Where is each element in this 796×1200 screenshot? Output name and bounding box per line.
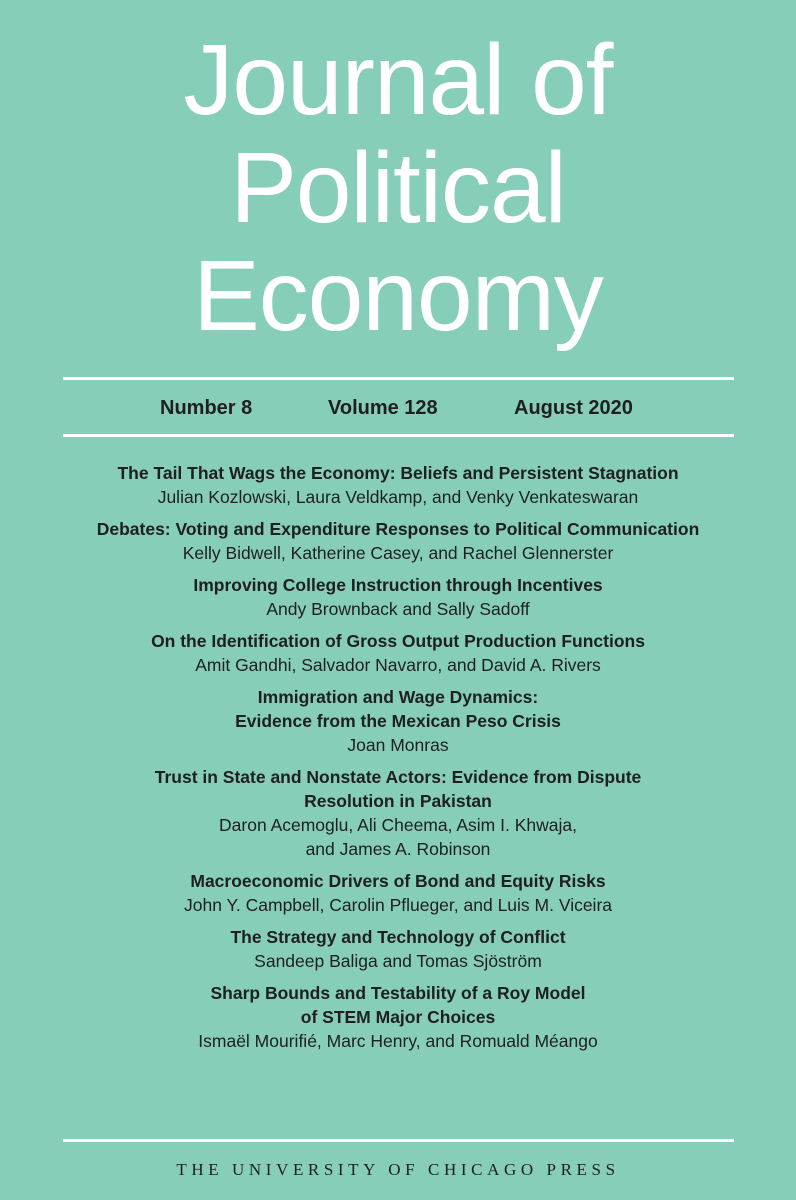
article-title-line: On the Identification of Gross Output Production Functions [151,631,645,651]
article-authors-line: Sandeep Baliga and Tomas Sjöström [254,951,542,971]
table-of-contents [40,461,756,1061]
article-title-line: Evidence from the Mexican Peso Crisis [235,711,561,731]
article-8 [40,925,756,973]
article-authors-line: Ismaël Mourifié, Marc Henry, and Romuald Méango [198,1031,598,1051]
article-authors-line: Andy Brownback and Sally Sadoff [266,599,530,619]
article-6 [40,765,756,861]
bottom-divider [63,1139,734,1142]
article-1 [40,461,756,509]
article-title-line: Resolution in Pakistan [304,791,492,811]
article-authors-line: Kelly Bidwell, Katherine Casey, and Rachel Glennerster [182,543,614,563]
article-title-line: Trust in State and Nonstate Actors: Evidence from Dispute [154,767,642,787]
issue-number: Number 8 [160,397,253,419]
article-authors-line: and James A. Robinson [305,839,491,859]
article-authors [40,597,756,621]
article-title [40,461,756,485]
article-title [40,629,756,653]
article-title [40,517,756,541]
article-authors [40,733,756,757]
article-title [40,925,756,949]
issue-volume: Volume 128 [328,397,438,419]
article-title-line: Improving College Instruction through Incentives [193,575,603,595]
article-authors [40,813,756,861]
article-9 [40,981,756,1053]
article-authors [40,541,756,565]
journal-title-line-1: Journal of [183,24,613,136]
journal-title-line-3: Economy [193,240,603,352]
article-authors [40,893,756,917]
article-title-line: The Strategy and Technology of Conflict [230,927,566,947]
article-title [40,869,756,893]
article-title-line: Sharp Bounds and Testability of a Roy Model [210,983,586,1003]
article-authors-line: Joan Monras [347,735,449,755]
article-authors-line: Daron Acemoglu, Ali Cheema, Asim I. Khwaja, [219,815,577,835]
journal-title-line-2: Political [230,132,566,244]
article-5 [40,685,756,757]
article-title [40,981,756,1029]
article-title-line: Immigration and Wage Dynamics: [257,687,539,707]
article-4 [40,629,756,677]
article-authors-line: Julian Kozlowski, Laura Veldkamp, and Venky Venkateswaran [157,487,639,507]
article-7 [40,869,756,917]
article-title-line: Macroeconomic Drivers of Bond and Equity Risks [190,871,606,891]
article-title-line: The Tail That Wags the Economy: Beliefs and Persistent Stagnation [117,463,679,483]
top-divider [63,377,734,380]
article-authors [40,485,756,509]
article-title-line: Debates: Voting and Expenditure Responses to Political Communication [96,519,700,539]
article-authors [40,653,756,677]
article-authors [40,949,756,973]
article-authors-line: John Y. Campbell, Carolin Pflueger, and Luis M. Viceira [183,895,613,915]
article-title [40,685,756,733]
article-title-line: of STEM Major Choices [300,1007,496,1027]
publisher-name: THE UNIVERSITY OF CHICAGO PRESS [176,1160,620,1179]
article-2 [40,517,756,565]
article-authors-line: Amit Gandhi, Salvador Navarro, and David A. Rivers [195,655,601,675]
issue-date: August 2020 [514,397,633,419]
journal-title [0,26,796,350]
article-3 [40,573,756,621]
article-authors [40,1029,756,1053]
middle-divider [63,434,734,437]
article-title [40,765,756,813]
article-title [40,573,756,597]
